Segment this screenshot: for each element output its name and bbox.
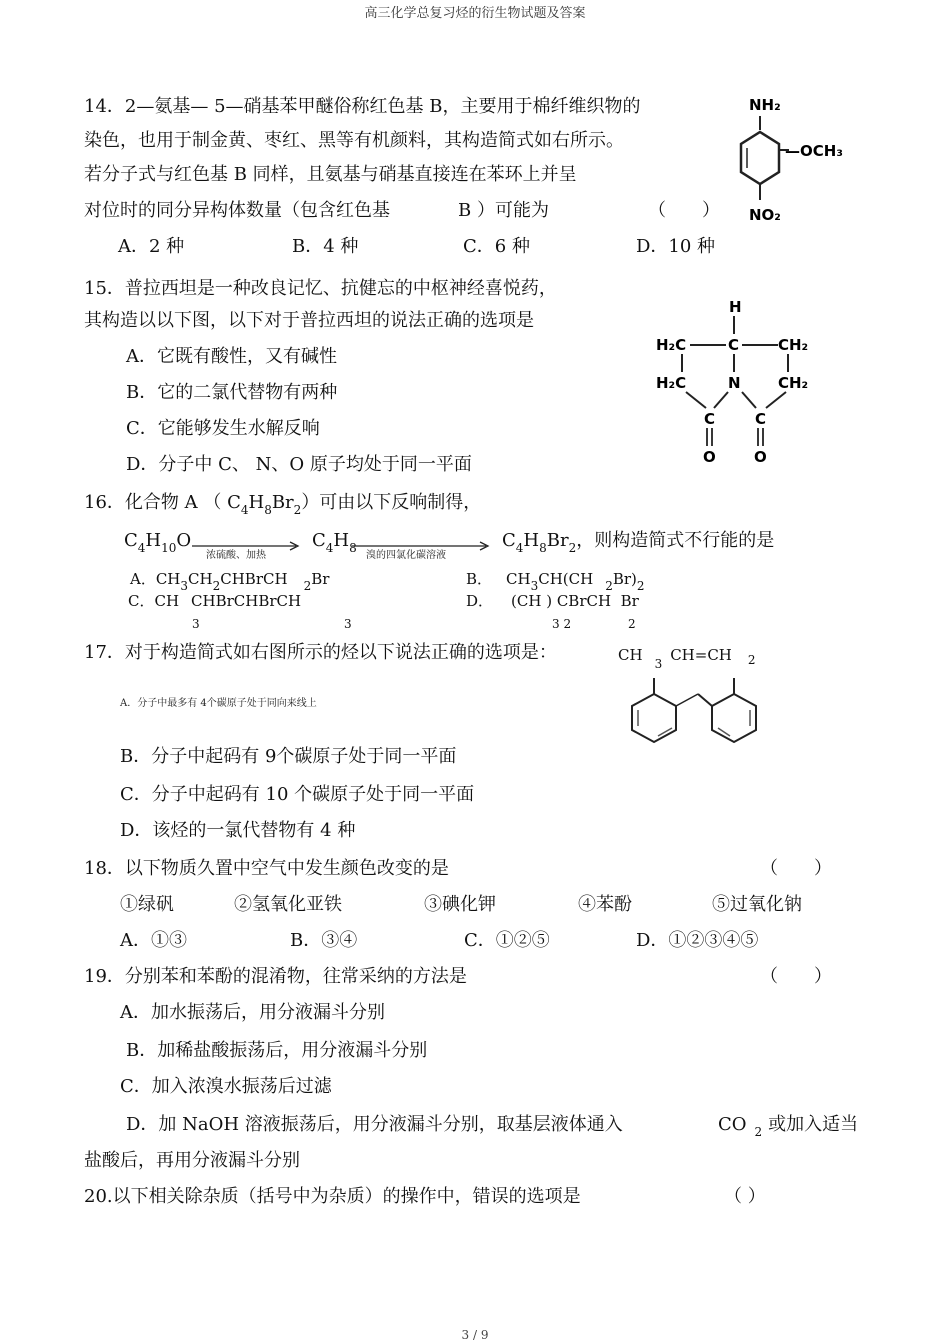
h2c-upper-label: H₂C <box>656 336 687 354</box>
piracetam-structure <box>650 292 820 472</box>
q16-r2-sub4: 4 <box>325 541 334 555</box>
q16-b-sub2: 2 <box>605 579 613 593</box>
q14-option-b: B．4 种 <box>292 236 359 257</box>
q16-r3-sub4: 4 <box>515 541 524 555</box>
q18-option-b: B．③④ <box>290 930 358 951</box>
q16-b-4: Br) <box>612 570 637 588</box>
q16-option-a <box>130 568 330 593</box>
h2c-lower-label: H₂C <box>656 374 687 392</box>
q18-option-c: C．①②⑤ <box>464 930 550 951</box>
q16-text-br: Br <box>271 492 294 513</box>
q18-option-d: D．①②③④⑤ <box>636 930 759 951</box>
o-right-label: O <box>754 448 767 466</box>
q19-co2-sub: 2 <box>754 1125 763 1139</box>
q16-product <box>502 530 774 553</box>
q14-option-d: D．10 种 <box>636 236 716 257</box>
c-top-label: C <box>728 336 740 354</box>
q17-option-a: A．分子中最多有 4个碳原子处于同向来线上 <box>120 698 317 709</box>
q14-line4a: 对位时的同分异构体数量（包含红色基 <box>84 200 390 221</box>
q15-option-b: B．它的二氯代替物有两种 <box>126 382 338 403</box>
och3-label: —OCH₃ <box>785 142 843 160</box>
red-base-b-structure <box>725 88 845 238</box>
q16-r1-c: C <box>124 530 138 551</box>
q16-sub-4: 4 <box>240 503 249 517</box>
q16-r3-sub2: 2 <box>568 541 577 555</box>
q16-b-sub2b: 2 <box>636 579 645 593</box>
q16-sub-2: 2 <box>293 503 302 517</box>
q18-item-3: ③碘化钾 <box>424 894 496 915</box>
q16-r3-sub8: 8 <box>539 541 547 555</box>
q16-r1-sub10: 10 <box>161 541 177 555</box>
q16-r3-c: C <box>502 530 516 551</box>
q18-item-2: ②氢氧化亚铁 <box>234 894 342 915</box>
nh2-label: NH₂ <box>749 96 781 114</box>
q14-line4b: B ）可能为 <box>458 200 549 221</box>
q16-r3-br: Br <box>546 530 569 551</box>
q17-formula-sub3: 3 <box>654 657 663 671</box>
q15-line2: 其构造以以下图，以下对于普拉西坦的说法正确的选项是 <box>84 310 534 331</box>
q20-answer-paren: （ ） <box>724 1186 766 1207</box>
q16-r1-h: H <box>145 530 162 551</box>
q16-a-1: A．CH <box>130 570 181 588</box>
q16-option-d <box>466 590 639 611</box>
q15-option-d: D．分子中 C、 N、O 原子均处于同一平面 <box>126 454 472 475</box>
q16-b-1: B． <box>466 570 493 588</box>
q16-d-2: (CH ) CBrCH Br <box>511 592 639 610</box>
q19-option-c: C．加入浓溴水振荡后过滤 <box>120 1076 332 1097</box>
q16-a-sub2: 2 <box>212 579 221 593</box>
q16-a-2: CH <box>188 570 213 588</box>
q16-r1-sub4: 4 <box>137 541 146 555</box>
c-right-carbonyl: C <box>755 410 767 428</box>
q16-option-d-sub-32: 3 2 <box>552 617 572 631</box>
q18-option-a: A．①③ <box>120 930 187 951</box>
q16-c-1: C．CH <box>128 592 180 610</box>
q16-text-a: 16．化合物 A （ C <box>84 492 241 513</box>
o-left-label: O <box>703 448 716 466</box>
q19-line1: 19．分别苯和苯酚的混淆物，往常采纳的方法是 <box>84 966 467 987</box>
q16-sub-8: 8 <box>264 503 272 517</box>
q19-option-a: A．加水振荡后，用分液漏斗分别 <box>120 1002 385 1023</box>
q16-option-b <box>466 568 645 593</box>
ch2-lower-label: CH₂ <box>778 374 809 392</box>
q17-line1: 17．对于构造简式如右图所示的烃以下说法正确的选项是： <box>84 642 557 663</box>
q20-line1: 20.以下相关除杂质（括号中为杂质）的操作中，错误的选项是 <box>84 1186 581 1207</box>
q16-line1 <box>84 492 481 515</box>
q14-option-a: A．2 种 <box>118 236 185 257</box>
q16-r2-sub8: 8 <box>349 541 357 555</box>
q16-a-3: CHBrCH <box>220 570 288 588</box>
page-number: 3 / 9 <box>461 1328 489 1342</box>
q16-r3-h: H <box>523 530 540 551</box>
h-label: H <box>729 298 742 316</box>
q16-option-c-sub-right: 3 <box>344 617 352 631</box>
reaction-condition-2: 溴的四氯化碳溶液 <box>366 550 446 561</box>
q17-formula-ch: CH <box>618 646 643 664</box>
q16-b-sub3: 3 <box>530 579 539 593</box>
q19-answer-paren: （ ） <box>760 966 832 987</box>
q18-item-4: ④苯酚 <box>578 894 632 915</box>
q18-item-5: ⑤过氧化钠 <box>712 894 802 915</box>
q19-option-b: B．加稀盐酸振荡后，用分液漏斗分别 <box>126 1040 428 1061</box>
q16-a-4: Br <box>311 570 330 588</box>
q14-line2: 染色，也用于制金黄、枣红、黑等有机颜料，其构造简式如右所示。 <box>84 130 624 151</box>
q16-a-sub3: 3 <box>180 579 189 593</box>
q18-line1: 18．以下物质久置中空气中发生颜色改变的是 <box>84 858 449 879</box>
n-label: N <box>728 374 741 392</box>
q14-line1: 14．2—氨基— 5—硝基苯甲醚俗称红色基 B，主要用于棉纤维织物的 <box>84 96 641 117</box>
q16-text-b: ）可由以下反响制得， <box>301 492 482 513</box>
q17-option-d: D．该烃的一氯代替物有 4 种 <box>120 820 356 841</box>
q14-answer-paren: （ ） <box>648 200 720 221</box>
q16-reactant <box>124 530 191 553</box>
q17-formula <box>618 646 756 671</box>
q16-option-c <box>128 590 301 611</box>
c-left-carbonyl: C <box>704 410 716 428</box>
q19-co: CO <box>718 1114 747 1135</box>
q16-b-2: CH <box>506 570 531 588</box>
q14-line3: 若分子式与红色基 B 同样，且氨基与硝基直接连在苯环上并呈 <box>84 164 577 185</box>
q16-r2-c: C <box>312 530 326 551</box>
q16-c-2: CHBrCHBrCH <box>191 592 302 610</box>
q16-r2-h: H <box>333 530 350 551</box>
q19-option-d-line2: 盐酸后，再用分液漏斗分别 <box>84 1150 300 1171</box>
q16-r1-o: O <box>176 530 192 551</box>
q17-option-c: C．分子中起码有 10 个碳原子处于同一平面 <box>120 784 475 805</box>
q16-text-h: H <box>248 492 265 513</box>
q16-question-tail: ，则构造简式不行能的是 <box>576 530 775 551</box>
q15-option-a: A．它既有酸性，又有碱性 <box>126 346 337 367</box>
page-header-title: 高三化学总复习烃的衍生物试题及答案 <box>364 6 586 21</box>
q19-option-d-tail: 或加入适当 <box>768 1114 859 1135</box>
q15-line1: 15．普拉西坦是一种改良记忆、抗健忘的中枢神经喜悦药， <box>84 278 557 299</box>
q17-option-b: B．分子中起码有 9个碳原子处于同一平面 <box>120 746 457 767</box>
biphenyl-structure <box>620 666 780 756</box>
q17-formula-sub2: 2 <box>747 653 756 667</box>
q17-formula-vinyl: CH=CH <box>670 646 732 664</box>
q18-item-1: ①绿矾 <box>120 894 174 915</box>
q15-option-c: C．它能够发生水解反响 <box>126 418 320 439</box>
q19-option-d: D．加 NaOH 溶液振荡后，用分液漏斗分别，取基层液体通入 <box>126 1114 623 1135</box>
q19-option-d-co2 <box>718 1114 858 1137</box>
q14-option-c: C．6 种 <box>463 236 530 257</box>
no2-label: NO₂ <box>749 206 781 224</box>
reaction-condition-1: 浓硫酸、加热 <box>206 550 266 561</box>
ch2-upper-label: CH₂ <box>778 336 809 354</box>
q18-answer-paren: （ ） <box>760 858 832 879</box>
q16-option-d-sub-2: 2 <box>628 617 636 631</box>
q16-a-sub2b: 2 <box>303 579 312 593</box>
q16-intermediate <box>312 530 357 553</box>
q16-b-3: CH(CH <box>538 570 594 588</box>
q16-option-c-sub-left: 3 <box>192 617 200 631</box>
q16-d-1: D． <box>466 592 494 610</box>
